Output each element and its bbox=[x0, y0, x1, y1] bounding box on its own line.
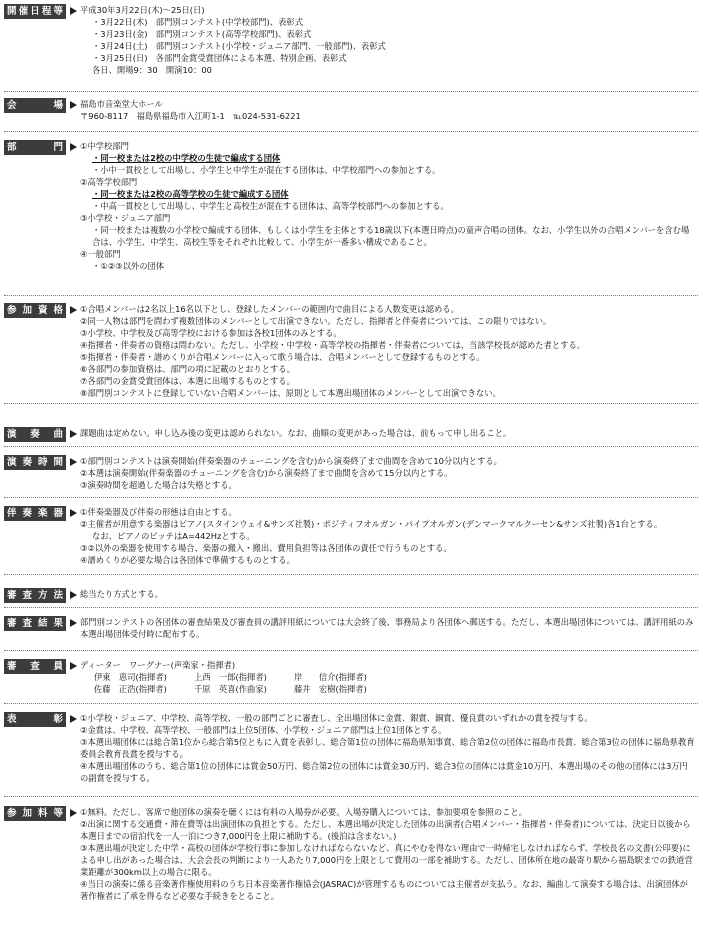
triangle-bullet-icon bbox=[70, 619, 77, 627]
triangle-bullet-icon bbox=[70, 143, 77, 151]
division-note: ・小中一貫校として出場し、小学生と中学生が混在する団体は、中学校部門への参加とする。 bbox=[92, 165, 441, 175]
triangle-bullet-icon bbox=[70, 509, 77, 517]
triangle-bullet-icon bbox=[70, 591, 77, 599]
triangle-bullet-icon bbox=[70, 809, 77, 817]
time-item: ③演奏時間を超過した場合は失格とする。 bbox=[80, 480, 237, 490]
judge-name: 岸 信介(指揮者) bbox=[294, 672, 367, 682]
instrument-note: なお、ピアノのピッチはA=442Hzとする。 bbox=[92, 531, 255, 541]
divider bbox=[4, 446, 698, 447]
award-item: ②金賞は、中学校、高等学校、一般部門は上位5団体、小学校・ジュニア部門は上位1団体とする。 bbox=[80, 725, 447, 735]
opening-times: 各日、開場9：30 開演10：00 bbox=[92, 65, 212, 75]
instrument-item: ①伴奏楽器及び伴奏の形態は自由とする。 bbox=[80, 507, 237, 517]
judge-name: 上西 一郎(指揮者) bbox=[194, 672, 267, 682]
venue-address: 〒960-8117 福島県福島市入江町1-1 ℡024-531-6221 bbox=[80, 111, 301, 121]
divider bbox=[4, 295, 698, 296]
triangle-bullet-icon bbox=[70, 101, 77, 109]
head-judge: ディーター ワーグナー(声楽家・指揮者) bbox=[80, 660, 236, 670]
section-label: 伴奏楽器 bbox=[4, 506, 66, 521]
fee-item: ④当日の演奏に係る音楽著作権使用料のうち日本音楽著作権協会(JASRAC)が管理するものについては主催者が支払う。なお、編曲して演奏する場合は、出演団体が著作権者に了承を得るなど必要な手続きをとること。 bbox=[80, 879, 688, 901]
section-label: 表 彰 bbox=[4, 712, 66, 727]
instrument-item: ④譜めくりが必要な場合は各団体で準備するものとする。 bbox=[80, 555, 295, 565]
time-item: ②本選は演奏開始(伴奏楽器のチューニングを含む)から演奏終了まで曲間を含めて15分以内とする。 bbox=[80, 468, 453, 478]
division-rule: ・同一校または2校の高等学校の生徒で編成する団体 bbox=[92, 189, 289, 199]
eligibility-item: ①合唱メンバーは2名以上16名以下とし、登録したメンバーの範囲内で曲目による人数変更は認める。 bbox=[80, 304, 459, 314]
eligibility-item: ③小学校、中学校及び高等学校における参加は各校1団体のみとする。 bbox=[80, 328, 342, 338]
section-label: 演 奏 曲 bbox=[4, 427, 66, 442]
eligibility-item: ④指揮者・伴奏者の資格は問わない。ただし、小学校・中学校・高等学校の指揮者・伴奏者については、当該学校長が認めた者とする。 bbox=[80, 340, 586, 350]
section-label: 演奏時間 bbox=[4, 455, 66, 470]
judge-name: 佐藤 正浩(指揮者) bbox=[94, 684, 167, 694]
triangle-bullet-icon bbox=[70, 715, 77, 723]
section-label: 審査方法 bbox=[4, 588, 66, 603]
award-item: ①小学校・ジュニア、中学校、高等学校、一般の部門ごとに審査し、全出場団体に金賞、銀賞、銅賞、優良賞のいずれかの賞を授与する。 bbox=[80, 713, 593, 723]
award-item: ④本選出場団体のうち、総合第1位の団体には賞金50万円、総合第2位の団体には賞金30万円、総合3位の団体には賞金10万円、本選出場のその他の団体には3万円の副賞を授与する。 bbox=[80, 761, 688, 783]
fee-item: ②出演に関する交通費・滞在費等は出演団体の負担とする。ただし、本選出場が決定した団体の出演者(合唱メンバー・指揮者・伴奏者)については、決定日以後から本選日までの宿泊代を一人一泊につき7,000円を上限に補助する。(後泊は含まない。) bbox=[80, 819, 691, 841]
judge-name: 伊東 恵司(指揮者) bbox=[94, 672, 167, 682]
section-label: 審査結果 bbox=[4, 616, 66, 631]
date-range: 平成30年3月22日(木)～25日(日) bbox=[80, 5, 205, 15]
schedule-item: ・3月25日(日) 各部門金賞受賞団体による本選、特別企画、表彰式 bbox=[92, 53, 347, 63]
eligibility-item: ⑦各部門の金賞受賞団体は、本選に出場するものとする。 bbox=[80, 376, 295, 386]
pieces-note: 課題曲は定めない。申し込み後の変更は認められない。なお、曲順の変更があった場合は、前もって申し出ること。 bbox=[80, 428, 512, 438]
division-title: ①中学校部門 bbox=[80, 141, 129, 151]
eligibility-item: ⑥各部門の参加資格は、部門の項に記載のとおりとする。 bbox=[80, 364, 295, 374]
divider bbox=[4, 91, 698, 92]
eligibility-item: ⑤指揮者・伴奏者・譜めくりが合唱メンバーに入って歌う場合は、合唱メンバーとして登録するものとする。 bbox=[80, 352, 485, 362]
eligibility-item: ⑧部門別コンテストに登録していない合唱メンバーは、原則として本選出場団体のメンバーとして出演できない。 bbox=[80, 388, 501, 398]
fee-item: ③本選出場が決定した中学・高校の団体が学校行事に参加しなければならないなど、真にやむを得ない理由で一時帰宅しなければならず、学校長名の文書(公印要)による申し出があった場合は、大会会長の判断により一人あたり7,000円を上限として費用の一部を補助する。ただし、団体所在地の最寄り駅から福島駅までの鉄道営業距離が300km以上の場合に限る。 bbox=[80, 843, 693, 877]
triangle-bullet-icon bbox=[70, 458, 77, 466]
results-note: 部門別コンテストの各団体の審査結果及び審査員の講評用紙については大会終了後、事務局より各団体へ郵送する。ただし、本選出場団体については、講評用紙のみ本選出場団体受付時に配布する。 bbox=[80, 617, 694, 639]
section-label: 会 場 bbox=[4, 98, 66, 113]
instrument-item: ②主催者が用意する楽器はピアノ(スタインウェイ&サンズ社製)・ポジティフオルガン・パイプオルガン(デンマークマルクーセン&サンズ社製)各1台とする。 bbox=[80, 519, 663, 529]
section-label: 審 査 員 bbox=[4, 659, 66, 674]
divider bbox=[4, 607, 698, 608]
triangle-bullet-icon bbox=[70, 306, 77, 314]
schedule-item: ・3月24日(土) 部門別コンテスト(小学校・ジュニア部門、一般部門)、表彰式 bbox=[92, 41, 386, 51]
divider bbox=[4, 650, 698, 651]
section-label: 部 門 bbox=[4, 140, 66, 155]
triangle-bullet-icon bbox=[70, 7, 77, 15]
division-note: ・①②③以外の団体 bbox=[92, 261, 165, 271]
section-label: 開催日程等 bbox=[4, 4, 66, 19]
time-item: ①部門別コンテストは演奏開始(伴奏楽器のチューニングを含む)から演奏終了まで曲間を含めて10分以内とする。 bbox=[80, 456, 502, 466]
award-item: ③本選出場団体には総合第1位から総合第5位ともに入賞を表彰し、総合第1位の団体に福島県知事賞、総合第2位の団体に福島市長賞、総合第3位の団体に福島県教育委員会教育長賞を授与する。 bbox=[80, 737, 695, 759]
division-note: ・中高一貫校として出場し、中学生と高校生が混在する団体は、高等学校部門への参加とする。 bbox=[92, 201, 449, 211]
division-note: ・同一校または複数の小学校で編成する団体、もしくは小学生を主体とする18歳以下(本選日時点)の童声合唱の団体。なお、小学生以外の合唱メンバーを含む場合は、小学生、中学生、高校生等をそれぞれ比較して、小学生が一番多い構成であること。 bbox=[92, 225, 690, 247]
instrument-item: ③②以外の楽器を使用する場合、楽器の搬入・搬出、費用負担等は各団体の責任で行うものとする。 bbox=[80, 543, 452, 553]
judges-grid bbox=[80, 671, 696, 695]
divider bbox=[4, 796, 698, 797]
division-title: ②高等学校部門 bbox=[80, 177, 138, 187]
division-title: ③小学校・ジュニア部門 bbox=[80, 213, 171, 223]
division-rule: ・同一校または2校の中学校の生徒で編成する団体 bbox=[92, 153, 281, 163]
section-label: 参加料等 bbox=[4, 806, 66, 821]
divider bbox=[4, 403, 698, 404]
schedule-item: ・3月23日(金) 部門別コンテスト(高等学校部門)、表彰式 bbox=[92, 29, 312, 39]
judge-name: 千原 英喜(作曲家) bbox=[194, 684, 267, 694]
judge-name: 藤井 宏樹(指揮者) bbox=[294, 684, 367, 694]
divider bbox=[4, 131, 698, 132]
divider bbox=[4, 497, 698, 498]
divider bbox=[4, 574, 698, 575]
triangle-bullet-icon bbox=[70, 662, 77, 670]
divider bbox=[4, 703, 698, 704]
venue-name: 福島市音楽堂大ホール bbox=[80, 99, 163, 109]
fee-item: ①無料。ただし、客席で他団体の演奏を聴くには有料の入場券が必要。入場券購入については、参加要項を参照のこと。 bbox=[80, 807, 528, 817]
section-label: 参加資格 bbox=[4, 303, 66, 318]
judging-note: 総当たり方式とする。 bbox=[80, 589, 163, 599]
schedule-item: ・3月22日(木) 部門別コンテスト(中学校部門)、表彰式 bbox=[92, 17, 303, 27]
division-title: ④一般部門 bbox=[80, 249, 121, 259]
eligibility-item: ②同一人物は部門を問わず複数団体のメンバーとして出演できない。ただし、指揮者と伴奏者については、この限りではない。 bbox=[80, 316, 552, 326]
triangle-bullet-icon bbox=[70, 430, 77, 438]
